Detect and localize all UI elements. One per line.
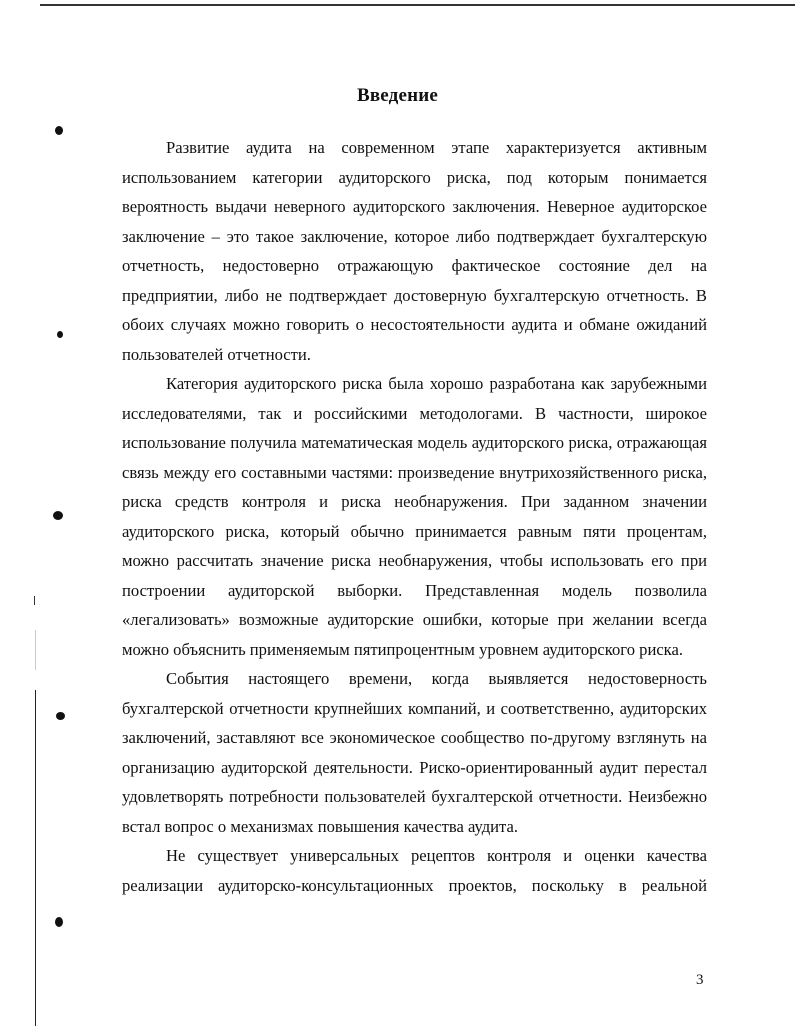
- scan-left-margin-line: [35, 690, 36, 1026]
- paragraph: Категория аудиторского риска была хорошо разработана как зарубежными исследователями, так и российскими методологами. В частности, широкое использование получила математическая модель аудиторского риска, отражающая связь между его составными частями: произведение внутрихозяйственного риска, риска средств контроля и риска необнаружения. При заданном значении аудиторского риска, который обычно принимается равным пяти процентам, можно рассчитать значение риска необнаружения, чтобы использовать его при построении аудиторской выборки. Представленная модель позволила «легализовать» возможные аудиторские ошибки, которые при желании всегда можно объяснить применяемым пятипроцентным уровнем аудиторского риска.: [122, 374, 707, 659]
- document-body: [122, 133, 707, 900]
- scan-tick: [35, 630, 36, 670]
- scan-tick: [34, 596, 35, 605]
- scan-speck: [55, 917, 63, 927]
- paragraph: События настоящего времени, когда выявляется недостоверность бухгалтерской отчетности крупнейших компаний, и соответственно, аудиторских заключений, заставляют все экономическое сообщество по-другому взглянуть на организацию аудиторской деятельности. Риско-ориентированный аудит перестал удовлетворять потребности пользователей бухгалтерской отчетности. Неизбежно встал вопрос о механизмах повышения качества аудита.: [122, 669, 707, 836]
- scan-speck: [57, 331, 63, 338]
- paragraph: Не существует универсальных рецептов контроля и оценки качества реализации аудиторско-консультационных проектов, поскольку в реальной: [122, 846, 707, 895]
- scan-speck: [53, 511, 63, 520]
- scan-top-edge-line: [40, 4, 795, 6]
- scan-speck: [56, 712, 65, 720]
- paragraph: Развитие аудита на современном этапе характеризуется активным использованием категории аудиторского риска, под которым понимается вероятность выдачи неверного аудиторского заключения. Неверное аудиторское заключение – это такое заключение, которое либо подтверждает бухгалтерскую отчетность, недостоверно отражающую фактическое состояние дел на предприятии, либо не подтверждает достоверную бухгалтерскую отчетность. В обоих случаях можно говорить о несостоятельности аудита и обмане ожиданий пользователей отчетности.: [122, 138, 707, 364]
- page-title: Введение: [356, 84, 439, 106]
- scan-speck: [55, 126, 63, 135]
- page-number: 3: [696, 972, 704, 988]
